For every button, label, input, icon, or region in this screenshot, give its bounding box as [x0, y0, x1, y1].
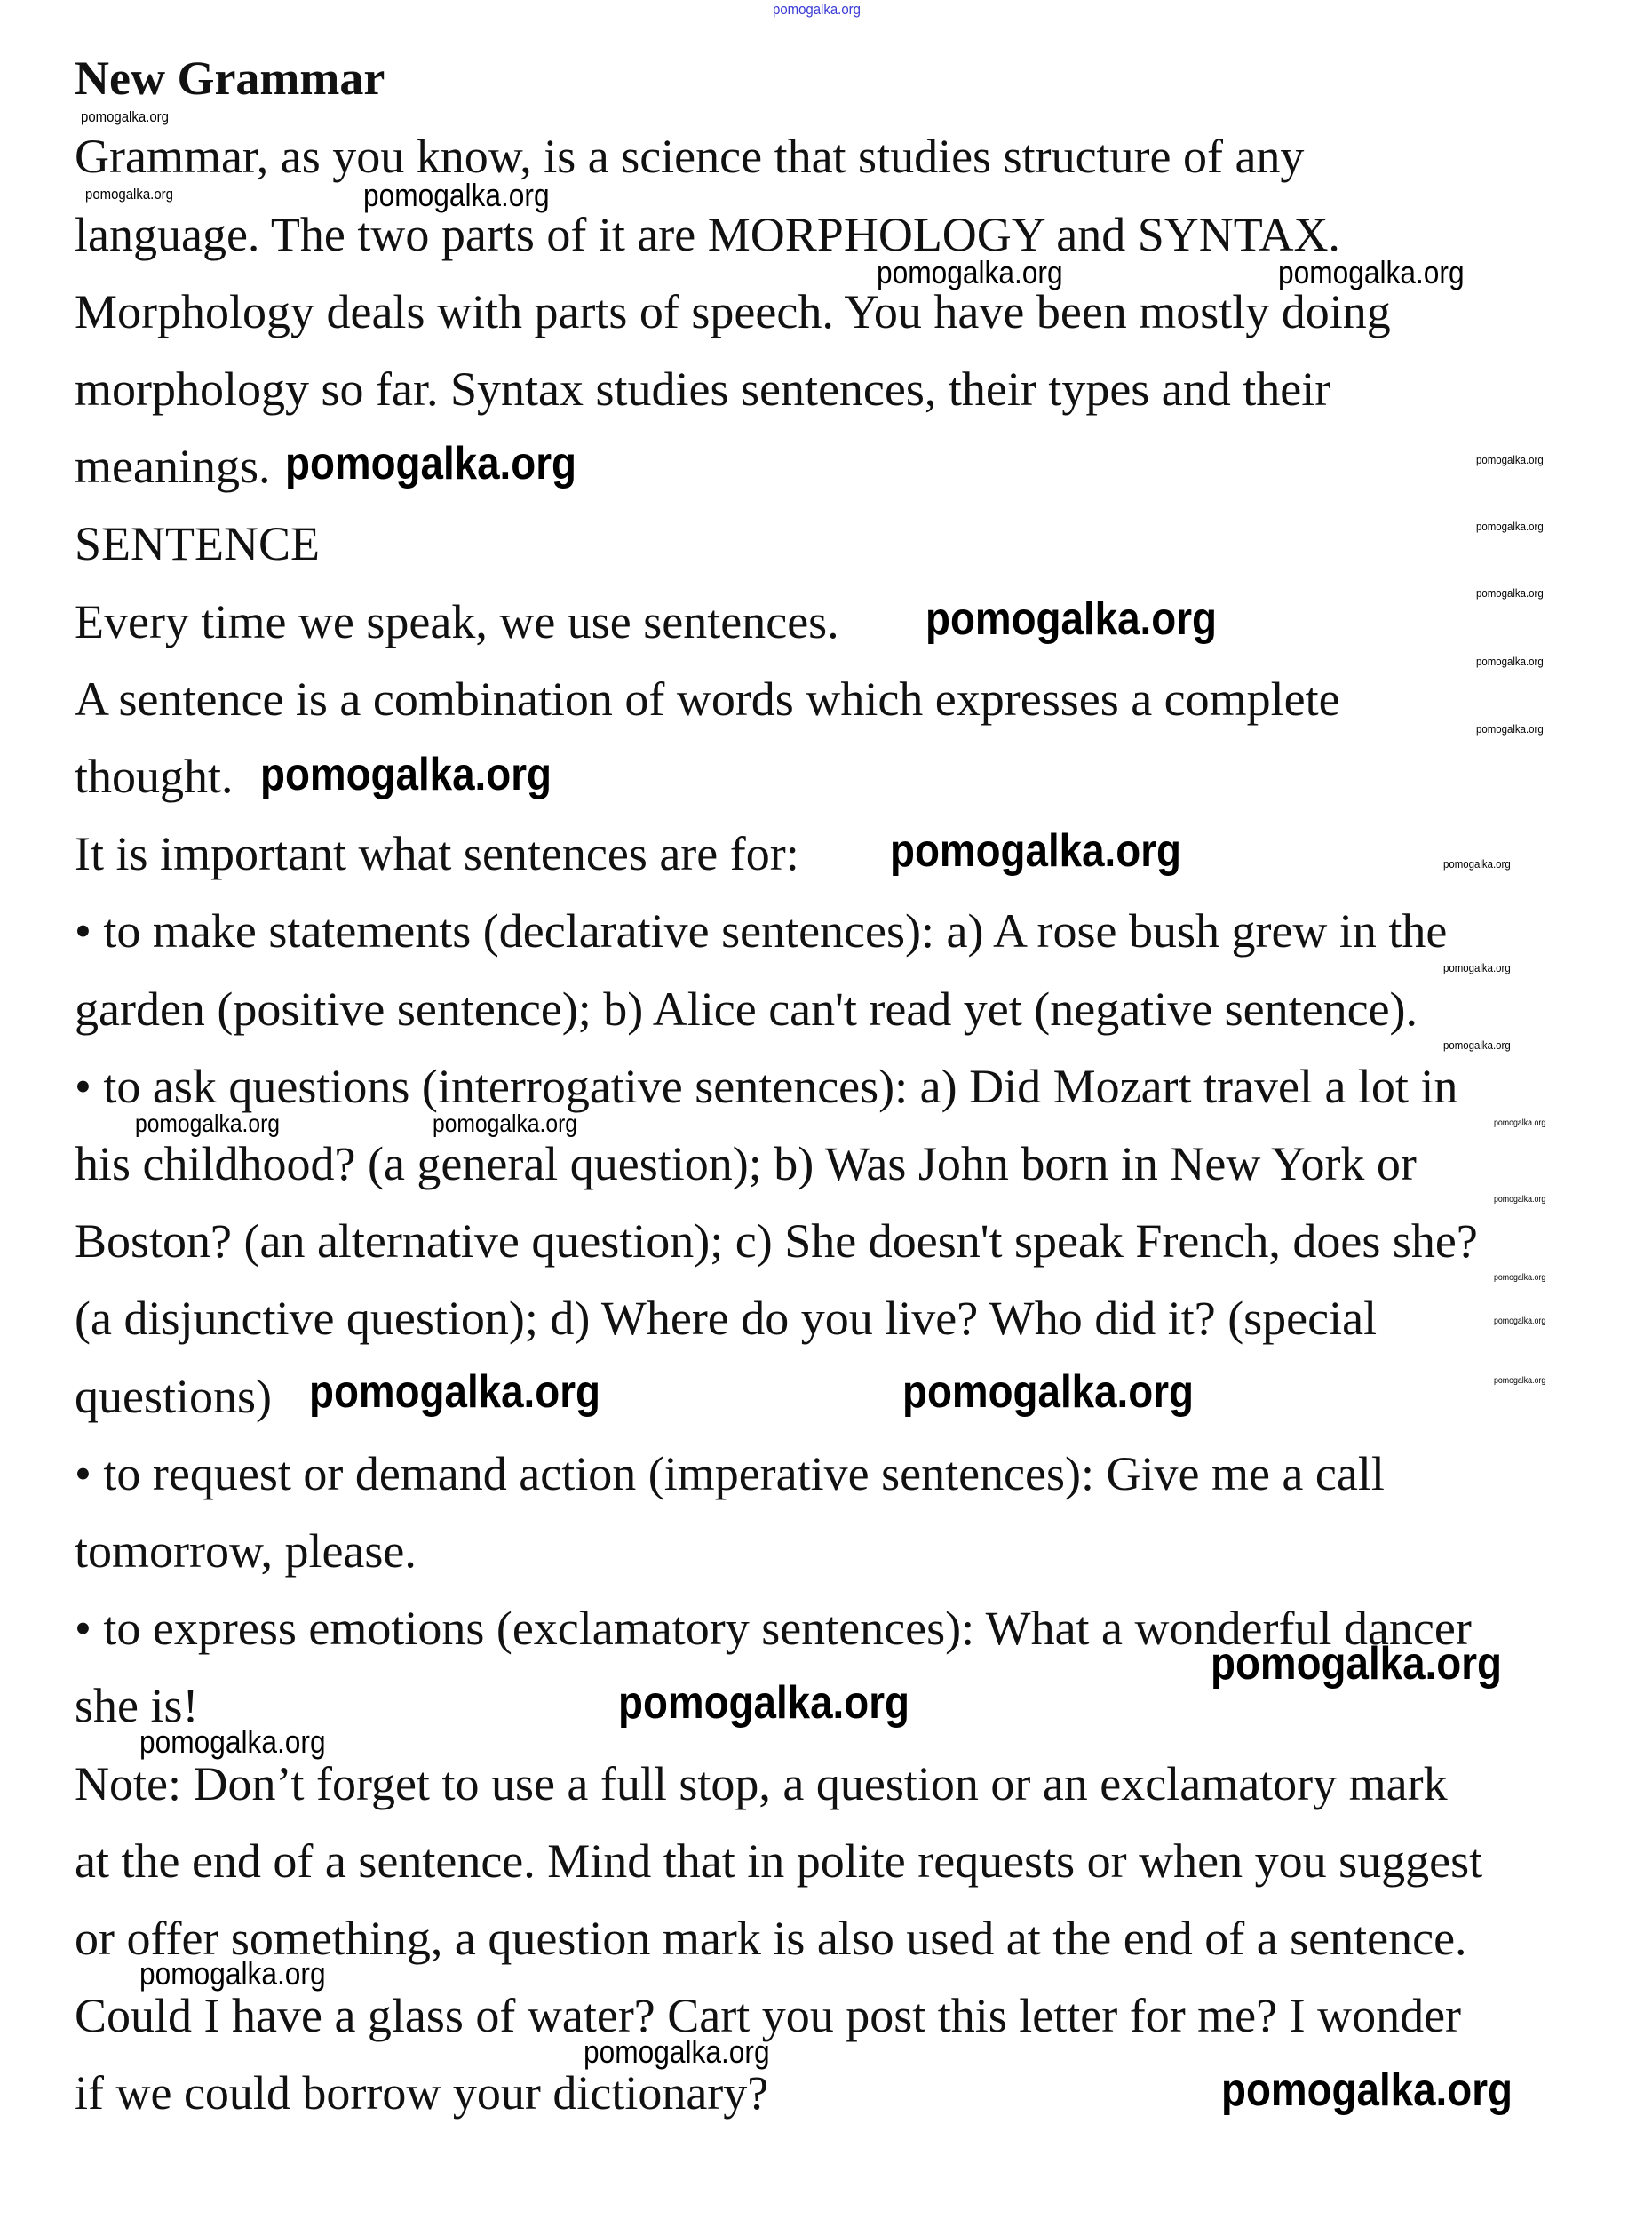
watermark: pomogalka.org	[1221, 2064, 1513, 2116]
watermark: pomogalka.org	[1494, 1195, 1546, 1205]
text-line: or offer something, a question mark is also used at the end of a sentence.	[75, 1912, 1467, 1965]
text-line: if we could borrow your dictionary?	[75, 2066, 769, 2120]
text-line: tomorrow, please.	[75, 1524, 417, 1578]
watermark: pomogalka.org	[1476, 520, 1544, 533]
watermark: pomogalka.org	[1278, 254, 1465, 290]
watermark: pomogalka.org	[285, 438, 576, 489]
text-line: Grammar, as you know, is a science that studies structure of any	[75, 130, 1305, 183]
watermark: pomogalka.org	[1211, 1638, 1502, 1690]
watermark: pomogalka.org	[85, 186, 173, 203]
watermark: pomogalka.org	[139, 1955, 326, 1992]
watermark: pomogalka.org	[1476, 453, 1544, 466]
watermark: pomogalka.org	[1494, 1118, 1546, 1128]
text-line: Morphology deals with parts of speech. You have been mostly doing	[75, 285, 1391, 338]
watermark: pomogalka.org	[1443, 961, 1511, 974]
text-line: Boston? (an alternative question); c) She doesn't speak French, does she?	[75, 1214, 1478, 1268]
watermark: pomogalka.org	[1476, 586, 1544, 600]
watermark: pomogalka.org	[1443, 857, 1511, 871]
text-line: his childhood? (a general question); b) Was John born in New York or	[75, 1137, 1417, 1190]
text-line: • to make statements (declarative sentences): a) A rose bush grew in the	[75, 904, 1448, 958]
text-line: questions)	[75, 1370, 272, 1423]
text-line: A sentence is a combination of words which expresses a complete	[75, 672, 1340, 726]
watermark: pomogalka.org	[81, 108, 169, 125]
text-line: Note: Don’t forget to use a full stop, a question or an exclamatory mark	[75, 1757, 1448, 1810]
text-line: meanings.	[75, 440, 271, 493]
text-line: Could I have a glass of water? Cart you post this letter for me? I wonder	[75, 1989, 1462, 2042]
watermark: pomogalka.org	[877, 254, 1063, 290]
watermark: pomogalka.org	[890, 825, 1181, 877]
watermark: pomogalka.org	[618, 1677, 909, 1729]
watermark: pomogalka.org	[1494, 1316, 1546, 1326]
watermark: pomogalka.org	[925, 593, 1217, 645]
text-line: garden (positive sentence); b) Alice can't read yet (negative sentence).	[75, 982, 1418, 1036]
text-line: she is!	[75, 1679, 199, 1732]
watermark: pomogalka.org	[1476, 655, 1544, 668]
watermark: pomogalka.org	[363, 177, 550, 213]
text-line: • to express emotions (exclamatory sentences): What a wonderful dancer	[75, 1602, 1472, 1655]
watermark: pomogalka.org	[584, 2033, 770, 2070]
text-line: It is important what sentences are for:	[75, 827, 799, 880]
watermark: pomogalka.org	[260, 749, 552, 800]
watermark: pomogalka.org	[773, 1, 861, 18]
watermark: pomogalka.org	[1476, 722, 1544, 736]
text-line: thought.	[75, 750, 234, 803]
text-line: • to request or demand action (imperative sentences): Give me a call	[75, 1447, 1385, 1500]
text-line: morphology so far. Syntax studies sentences, their types and their	[75, 362, 1331, 416]
text-line: (a disjunctive question); d) Where do you live? Who did it? (special	[75, 1292, 1378, 1345]
text-line: at the end of a sentence. Mind that in polite requests or when you suggest	[75, 1834, 1483, 1888]
document-title: New Grammar	[75, 52, 385, 105]
watermark: pomogalka.org	[309, 1366, 600, 1418]
watermark: pomogalka.org	[902, 1366, 1194, 1418]
text-line: Every time we speak, we use sentences.	[75, 595, 839, 648]
watermark: pomogalka.org	[433, 1110, 578, 1137]
text-line: • to ask questions (interrogative sentences): a) Did Mozart travel a lot in	[75, 1060, 1458, 1113]
watermark: pomogalka.org	[1494, 1273, 1546, 1283]
text-line: SENTENCE	[75, 517, 320, 570]
text-line: language. The two parts of it are MORPHOLOGY and SYNTAX.	[75, 208, 1340, 261]
watermark: pomogalka.org	[1443, 1038, 1511, 1052]
watermark: pomogalka.org	[135, 1110, 281, 1137]
watermark: pomogalka.org	[139, 1723, 326, 1760]
watermark: pomogalka.org	[1494, 1376, 1546, 1386]
